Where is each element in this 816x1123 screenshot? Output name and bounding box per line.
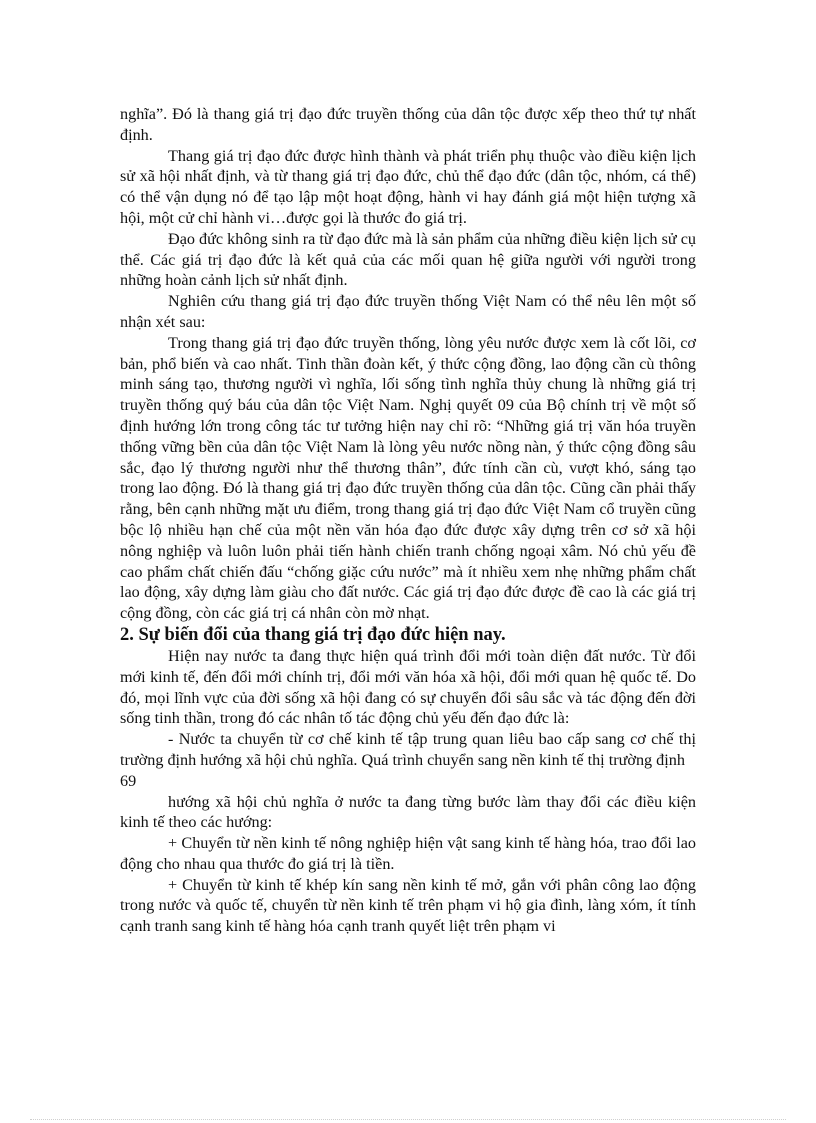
- paragraph: Hiện nay nước ta đang thực hiện quá trình đổi mới toàn diện đất nước. Từ đổi mới kinh tế, đến đổi mới chính trị, đổi mới văn hóa xã hội, đổi mới quan hệ quốc tế. Do đó, mọi lĩnh vực của đời sống xã hội đang có sự chuyển đổi sâu sắc và tác động đến đời sống tinh thần, trong đó các nhân tố tác động chủ yếu đến đạo đức là:: [120, 646, 696, 728]
- footer-divider: [30, 1119, 786, 1120]
- paragraph: Nghiên cứu thang giá trị đạo đức truyền thống Việt Nam có thể nêu lên một số nhận xét sau:: [120, 292, 696, 331]
- paragraph: - Nước ta chuyển từ cơ chế kinh tế tập trung quan liêu bao cấp sang cơ chế thị trường định hướng xã hội chủ nghĩa. Quá trình chuyển sang nền kinh tế thị trường định: [120, 730, 696, 769]
- paragraph: hướng xã hội chủ nghĩa ở nước ta đang từng bước làm thay đổi các điều kiện kinh tế theo các hướng:: [120, 792, 696, 832]
- paragraph: Đạo đức không sinh ra từ đạo đức mà là sản phẩm của những điều kiện lịch sử cụ thể. Các giá trị đạo đức là kết quả của các mối quan hệ giữa người với người trong những hoàn cảnh lịch sử nhất định.: [120, 229, 696, 290]
- paragraph: Trong thang giá trị đạo đức truyền thống, lòng yêu nước được xem là cốt lõi, cơ bản, phổ biến và cao nhất. Tinh thần đoàn kết, ý thức cộng đồng, lao động cần cù thông minh sáng tạo, thương người vì nghĩa, lối sống tình nghĩa thủy chung là những giá trị truyền thống quý báu của dân tộc Việt Nam. Nghị quyết 09 của Bộ chính trị về một số định hướng lớn trong công tác tư tưởng hiện nay chỉ rõ: “Những giá trị văn hóa truyền thống vững bền của dân tộc Việt Nam là lòng yêu nước nồng nàn, ý thức cộng đồng sâu sắc, đạo lý thương người như thể thương thân”, đức tính cần cù, vượt khó, sáng tạo trong lao động. Đó là thang giá trị đạo đức truyền thống của dân tộc. Cũng cần phải thấy rằng, bên cạnh những mặt ưu điểm, trong thang giá trị đạo đức Việt Nam cổ truyền cũng bộc lộ nhiều hạn chế của một nền văn hóa đạo đức được xây dựng trên cơ sở xã hội nông nghiệp và luôn luôn phải tiến hành chiến tranh chống ngoại xâm. Nó chủ yếu đề cao phẩm chất chiến đấu “chống giặc cứu nước” mà ít nhiều xem nhẹ những phẩm chất lao động, xây dựng làm giàu cho đất nước. Các giá trị đạo đức được đề cao là các giá trị cộng đồng, còn các giá trị cá nhân còn mờ nhạt.: [120, 333, 696, 623]
- paragraph: Thang giá trị đạo đức được hình thành và phát triển phụ thuộc vào điều kiện lịch sử xã hội nhất định, và từ thang giá trị đạo đức, chủ thể đạo đức (dân tộc, nhóm, cá thể) có thể vận dụng nó để tạo lập một hoạt động, hành vi hay đánh giá một hiện tượng xã hội, một cử chỉ hành vi…được gọi là thước đo giá trị.: [120, 146, 696, 227]
- page-number: 69: [120, 771, 137, 790]
- paragraph: + Chuyển từ kinh tế khép kín sang nền kinh tế mở, gắn với phân công lao động trong nước và quốc tế, chuyển từ nền kinh tế trên phạm vi hộ gia đình, làng xóm, ít tính cạnh tranh sang kinh tế hàng hóa cạnh tranh quyết liệt trên phạm vi: [120, 875, 696, 936]
- paragraph-continuation: nghĩa”. Đó là thang giá trị đạo đức truyền thống của dân tộc được xếp theo thứ tự nhất định.: [120, 105, 696, 144]
- section-heading: 2. Sự biến đổi của thang giá trị đạo đức hiện nay.: [120, 624, 506, 645]
- paragraph: + Chuyển từ nền kinh tế nông nghiệp hiện vật sang kinh tế hàng hóa, trao đổi lao động cho nhau qua thước đo giá trị là tiền.: [120, 834, 696, 873]
- document-page: [120, 104, 696, 937]
